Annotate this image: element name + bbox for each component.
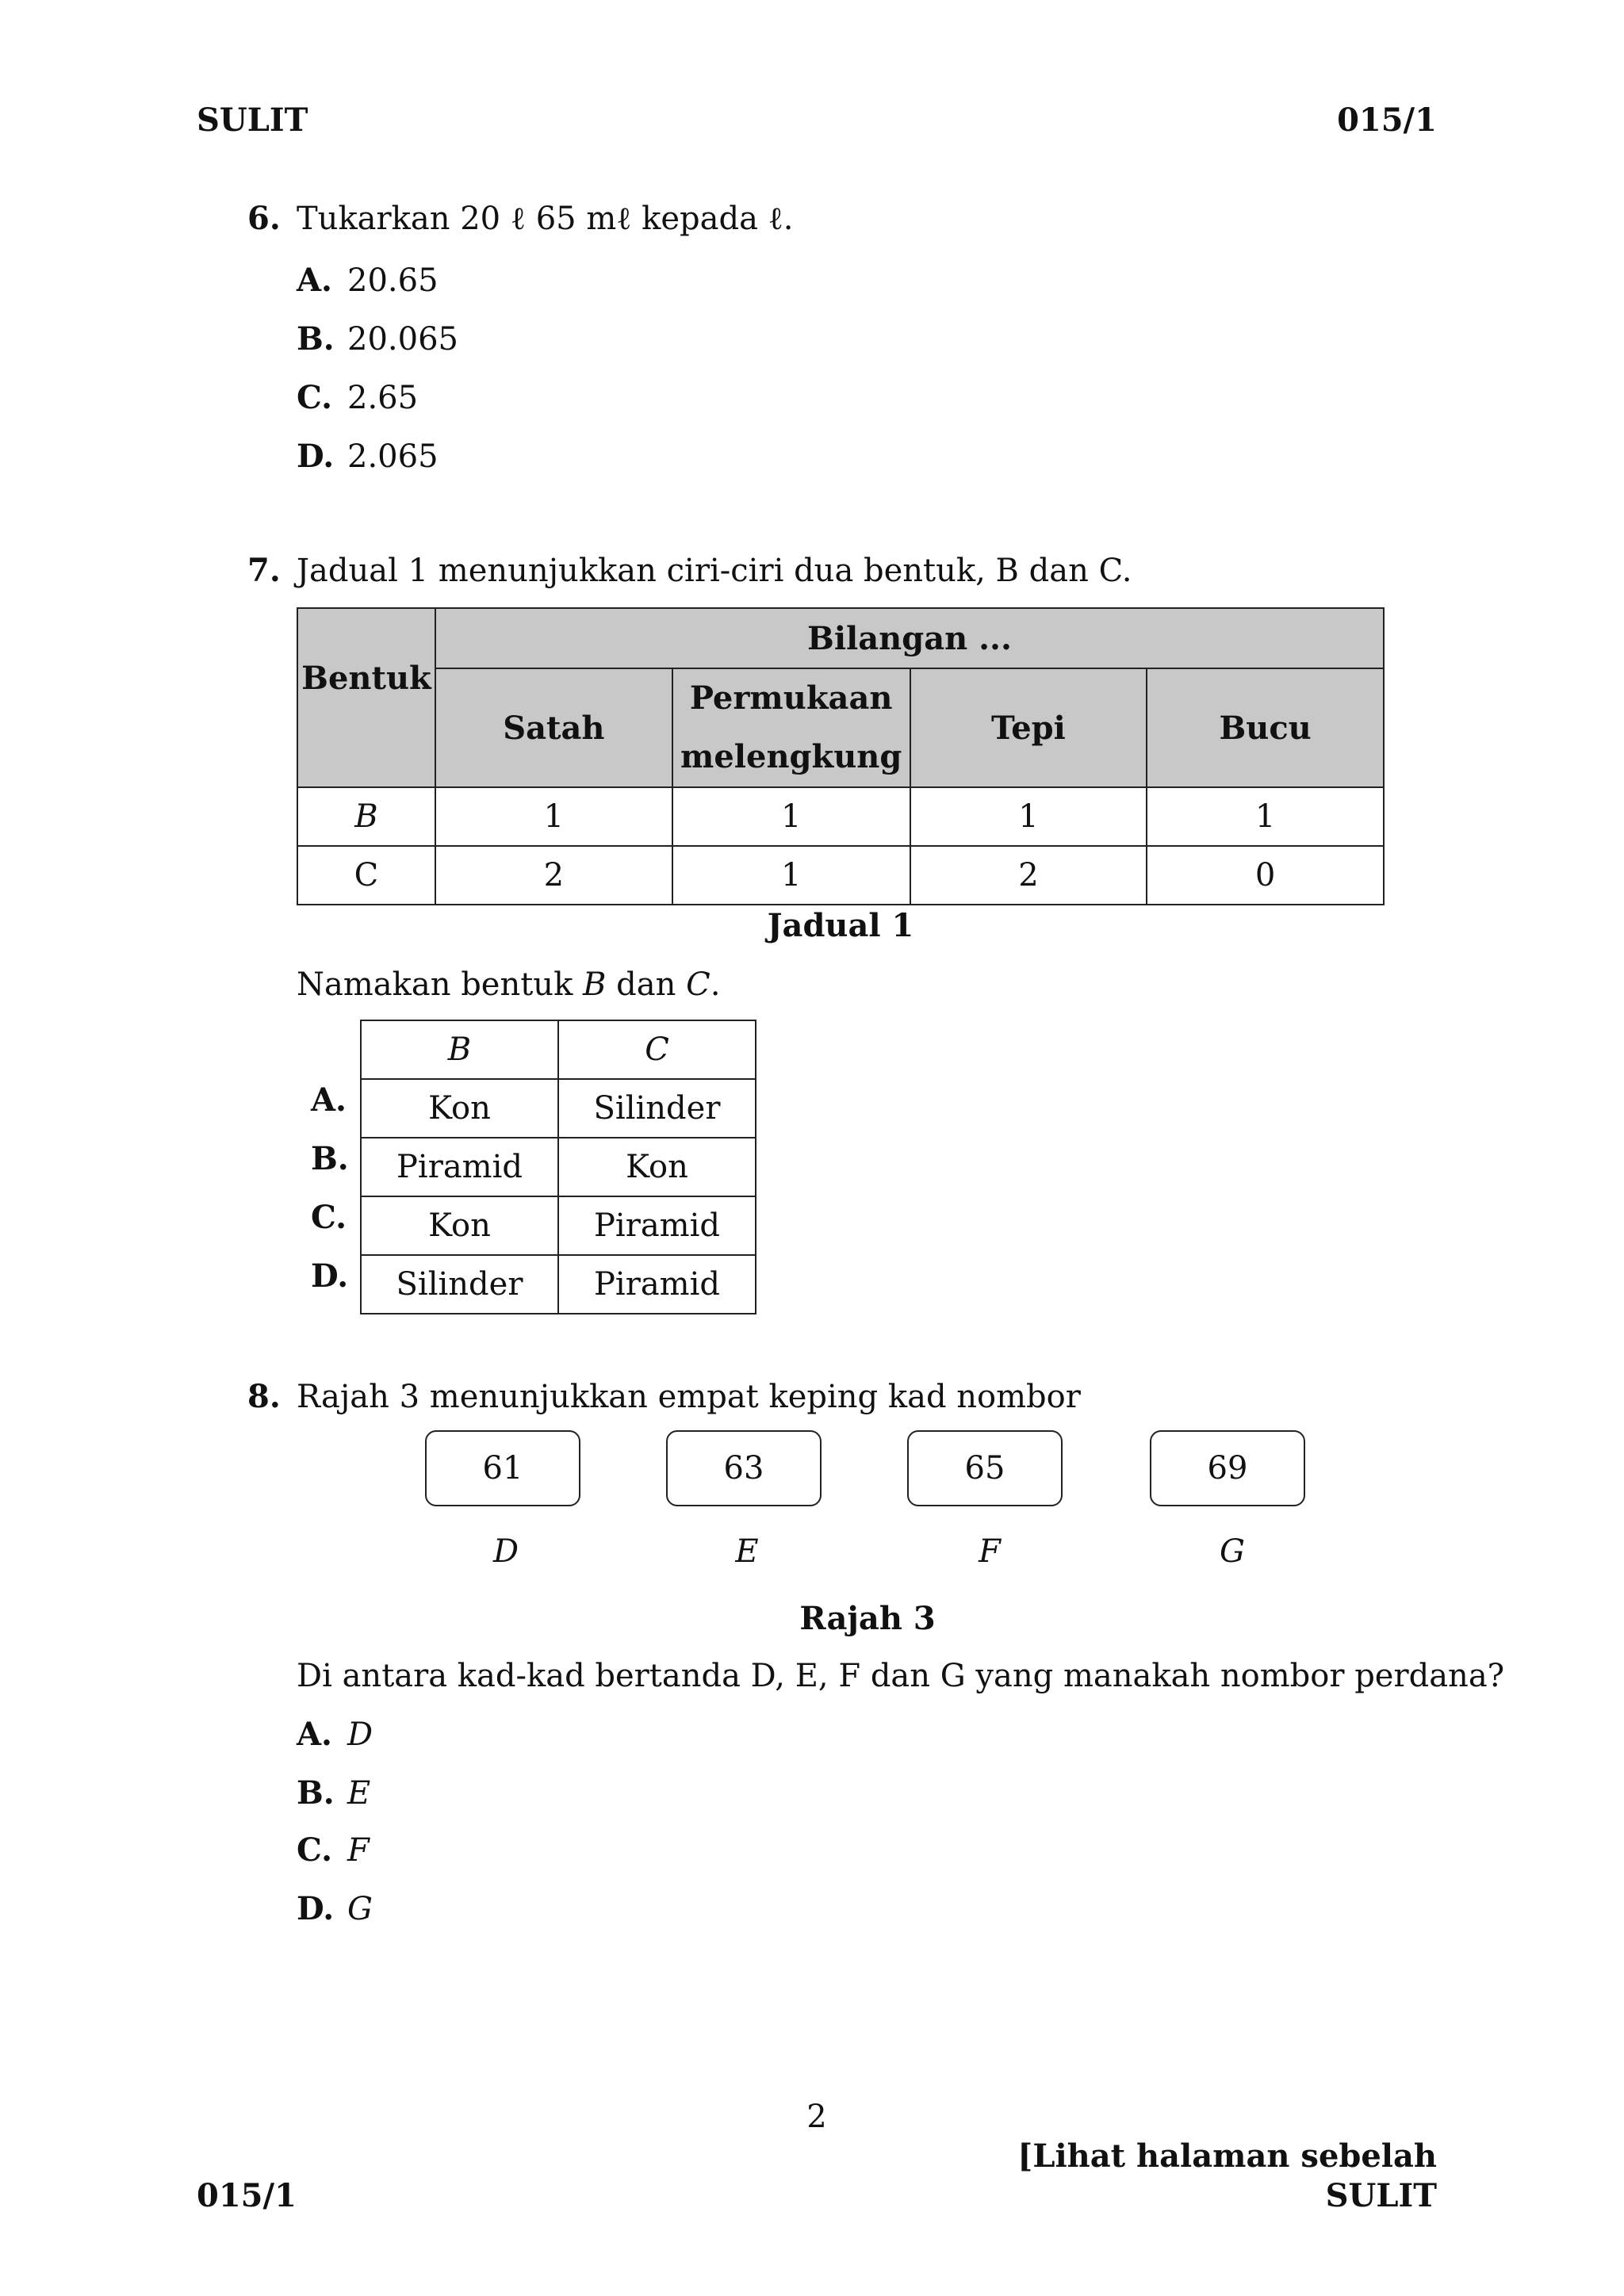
cell-shape: C — [297, 846, 435, 905]
q6-stem: Tukarkan 20 ℓ 65 mℓ kepada ℓ. — [297, 201, 794, 237]
answer-header-b: B — [361, 1020, 558, 1079]
table-row[interactable] — [361, 1196, 756, 1255]
option-text: F — [347, 1832, 370, 1869]
header-code: 015/1 — [1337, 101, 1437, 139]
q7-prompt-c: C — [686, 966, 710, 1003]
rajah-3-caption: Rajah 3 — [799, 1600, 936, 1637]
table-row[interactable] — [361, 1138, 756, 1196]
option-letter: D. — [297, 438, 335, 475]
q6-option-d[interactable] — [297, 438, 439, 475]
q7-prompt-end: . — [710, 966, 721, 1003]
footer-code: 015/1 — [197, 2177, 297, 2214]
col-header-satah: Satah — [435, 668, 672, 787]
option-text: 20.65 — [347, 262, 439, 299]
cell-shape: B — [297, 787, 435, 846]
cell-value: 1 — [435, 787, 672, 846]
option-letter: C. — [297, 379, 333, 416]
q7-prompt-b: B — [583, 966, 607, 1003]
table-1-caption: Jadual 1 — [767, 907, 914, 944]
cell-value: 0 — [1147, 846, 1384, 905]
col-header-bentuk: Bentuk — [297, 608, 435, 787]
answer-cell-c: Silinder — [558, 1079, 756, 1138]
q6-option-b[interactable] — [297, 320, 458, 358]
q7-stem: Jadual 1 menunjukkan ciri-ciri dua bentuk, B dan C. — [297, 553, 1132, 589]
header-sulit: SULIT — [197, 101, 308, 139]
table-row — [297, 787, 1384, 846]
option-text: D — [347, 1716, 373, 1753]
option-text: E — [347, 1775, 371, 1812]
q7-prompt-pre: Namakan bentuk — [297, 966, 584, 1003]
cell-value: 2 — [910, 846, 1147, 905]
footer-sulit: SULIT — [1325, 2177, 1437, 2214]
table-row[interactable] — [361, 1255, 756, 1314]
answer-cell-b: Kon — [361, 1079, 558, 1138]
col-header-tepi: Tepi — [910, 668, 1147, 787]
q7-prompt — [297, 966, 721, 1003]
answer-header-c: C — [558, 1020, 756, 1079]
col-header-bucu: Bucu — [1147, 668, 1384, 787]
card-label-d: D — [492, 1533, 519, 1570]
q8-stem: Rajah 3 menunjukkan empat keping kad nombor — [297, 1379, 1081, 1415]
table-row[interactable] — [361, 1079, 756, 1138]
option-text: 2.65 — [347, 380, 419, 416]
table-jadual-1 — [297, 607, 1385, 905]
answer-cell-c: Piramid — [558, 1255, 756, 1314]
cell-value: 2 — [435, 846, 672, 905]
card-label-g: G — [1220, 1533, 1245, 1570]
group-header-bilangan: Bilangan ... — [435, 608, 1384, 668]
q6-option-c[interactable] — [297, 379, 419, 416]
q7-option-letter-b[interactable]: B. — [311, 1140, 349, 1177]
answer-cell-c: Kon — [558, 1138, 756, 1196]
option-letter: B. — [297, 1774, 335, 1812]
cell-value: 1 — [672, 787, 910, 846]
option-letter: D. — [297, 1890, 335, 1927]
option-text: 20.065 — [347, 321, 458, 358]
answer-cell-b: Kon — [361, 1196, 558, 1255]
number-card-f: 65 — [907, 1430, 1063, 1506]
q8-question: Di antara kad-kad bertanda D, E, F dan G yang manakah nombor perdana? — [297, 1658, 1505, 1694]
q7-number: 7. — [247, 552, 281, 589]
col-header-permukaan-line1: Permukaan — [689, 679, 893, 717]
option-letter: B. — [297, 320, 335, 358]
cell-value: 1 — [1147, 787, 1384, 846]
option-text: 2.065 — [347, 438, 439, 475]
q8-number: 8. — [247, 1378, 281, 1415]
q7-prompt-mid: dan — [606, 966, 687, 1003]
answer-cell-c: Piramid — [558, 1196, 756, 1255]
number-card-g: 69 — [1150, 1430, 1305, 1506]
q8-option-a[interactable] — [297, 1716, 373, 1753]
q8-option-d[interactable] — [297, 1890, 373, 1927]
col-header-permukaan — [672, 668, 910, 787]
option-text: G — [347, 1891, 373, 1927]
q6-option-a[interactable] — [297, 262, 439, 299]
cell-value: 1 — [672, 846, 910, 905]
q7-option-letter-c[interactable]: C. — [311, 1199, 347, 1236]
card-label-e: E — [735, 1533, 759, 1570]
q7-option-letter-a[interactable]: A. — [311, 1081, 347, 1119]
card-label-f: F — [979, 1533, 1001, 1570]
number-card-e: 63 — [666, 1430, 822, 1506]
answer-table — [360, 1020, 756, 1314]
answer-cell-b: Piramid — [361, 1138, 558, 1196]
q8-option-c[interactable] — [297, 1831, 370, 1869]
col-header-permukaan-line2: melengkung — [680, 738, 902, 775]
option-letter: C. — [297, 1831, 333, 1869]
page-number: 2 — [806, 2099, 827, 2135]
option-letter: A. — [297, 262, 332, 299]
q8-option-b[interactable] — [297, 1774, 371, 1812]
number-card-d: 61 — [425, 1430, 580, 1506]
q7-option-letter-d[interactable]: D. — [311, 1257, 349, 1295]
cell-value: 1 — [910, 787, 1147, 846]
q6-number: 6. — [247, 200, 281, 237]
footer-next-page: [Lihat halaman sebelah — [1017, 2137, 1437, 2175]
option-letter: A. — [297, 1716, 332, 1753]
table-row — [297, 846, 1384, 905]
answer-cell-b: Silinder — [361, 1255, 558, 1314]
